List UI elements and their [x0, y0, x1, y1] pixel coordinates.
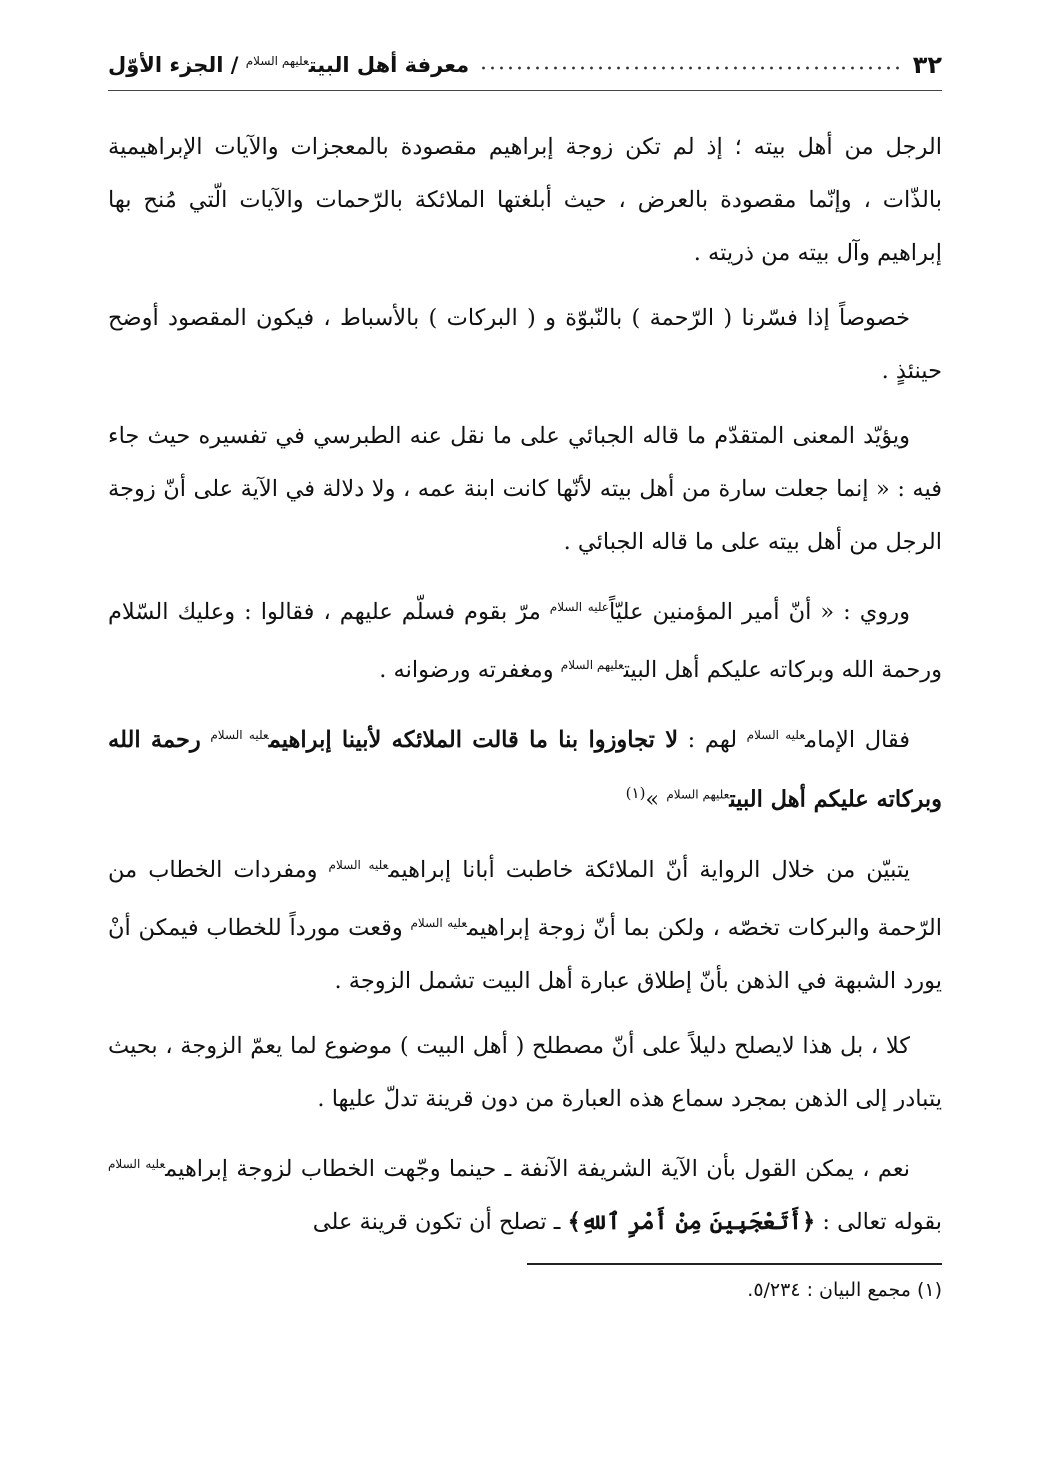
page: [108, 40, 942, 1301]
paragraph-1: الرجل من أهل بيته ؛ إذ لم تكن زوجة إبراهيم مقصودة بالمعجزات والآيات الإبراهيمية بالذّات ، وإنّما مقصودة بالعرض ، حيث أبلغتها الملائكة بالرّحمات والآيات الّتي مُنح بها إبراهيم وآل بيته من ذريته .: [108, 134, 942, 266]
paragraph-3: ويؤيّد المعنى المتقدّم ما قاله الجبائي على ما نقل عنه الطبرسي في تفسيره حيث جاء فيه : « إنما جعلت سارة من أهل بيته لأنّها كانت ابنة عمه ، ولا دلالة في الآية على أنّ زوجة الرجل من أهل بيته على ما قاله الجبائي .: [108, 423, 942, 555]
honorific-glyph: عليهم السلام: [666, 787, 730, 802]
running-header: [108, 40, 942, 91]
honorific-glyph: عليهم السلام: [245, 54, 309, 68]
footnote-separator: [527, 1263, 942, 1265]
paragraph-6: يتبيّن من خلال الرواية أنّ الملائكة خاطبت أبانا إبراهيم$^{عليه السلام}$ ومفردات الخطاب من الرّحمة والبركات تخصّه ، ولكن بما أنّ زوجة إبراهيم$^{عليه السلام}$ وقعت مورداً للخطاب فيمكن أنْ يورد الشبهة في الذهن بأنّ إطلاق عبارة أهل البيت تشمل الزوجة .: [108, 856, 943, 994]
page-number: ٣٢: [912, 51, 942, 79]
header-leader-dots: [479, 63, 903, 73]
main-text: [108, 121, 942, 1249]
book-title: معرفة أهل البيت$^{عليهم السلام}$ / الجزء الأوّل: [108, 53, 470, 77]
honorific-glyph: عليه السلام: [549, 600, 609, 614]
paragraph-5: فقال الإمام$^{عليه السلام}$ لهم : لا تجاوزوا بنا ما قالت الملائكه لأبينا إبراهيم$^{عليه السلام}$ رحمة الله وبركاته عليكم أهل البيت$^{عليهم السلام}$ »$^{(١)}$: [108, 727, 942, 813]
footnote: (١) مجمع البيان : ٥/٢٣٤.: [747, 1278, 942, 1301]
honorific-glyph: عليه السلام: [210, 728, 269, 742]
honorific-glyph: عليه السلام: [410, 915, 468, 930]
honorific-glyph: عليهم السلام: [560, 658, 624, 672]
paragraph-2: خصوصاً إذا فسّرنا ( الرّحمة ) بالنّبوّة و ( البركات ) بالأسباط ، فيكون المقصود أوضح حينئذٍ .: [108, 305, 942, 384]
footnote-ref: (١): [625, 784, 646, 802]
quoted-saying-cont: رحمة الله وبركاته عليكم أهل البيت: [108, 727, 942, 813]
honorific-glyph: عليه السلام: [746, 728, 806, 742]
quoted-saying: لا تجاوزوا بنا ما قالت الملائكه لأبينا إبراهيم: [268, 727, 679, 753]
honorific-glyph: عليه السلام: [328, 857, 389, 872]
quran-verse: ﴿أَتَعْجَبِينَ مِنْ أَمْرِ ٱللهِ﴾: [567, 1208, 816, 1235]
paragraph-4: وروي : « أنّ أمير المؤمنين عليّاً$^{عليه السلام}$ مرّ بقوم فسلّم عليهم ، فقالوا : وعليك السّلام ورحمة الله وبركاته عليكم أهل البيت$^{عليهم السلام}$ ومغفرته ورضوانه .: [108, 599, 942, 683]
honorific-glyph: عليه السلام: [108, 1156, 166, 1171]
paragraph-7: كلا ، بل هذا لايصلح دليلاً على أنّ مصطلح ( أهل البيت ) موضوع لما يعمّ الزوجة ، بحيث يتبادر إلى الذهن بمجرد سماع هذه العبارة من دون قرينة تدلّ عليها .: [108, 1032, 942, 1112]
paragraph-8: نعم ، يمكن القول بأن الآية الشريفة الآنفة ـ حينما وجّهت الخطاب لزوجة إبراهيم$^{عليه السلام}$ بقوله تعالى : ﴿أَتَعْجَبِينَ مِنْ أَمْرِ ٱللهِ﴾ ـ تصلح أن تكون قرينة على: [108, 1155, 942, 1235]
